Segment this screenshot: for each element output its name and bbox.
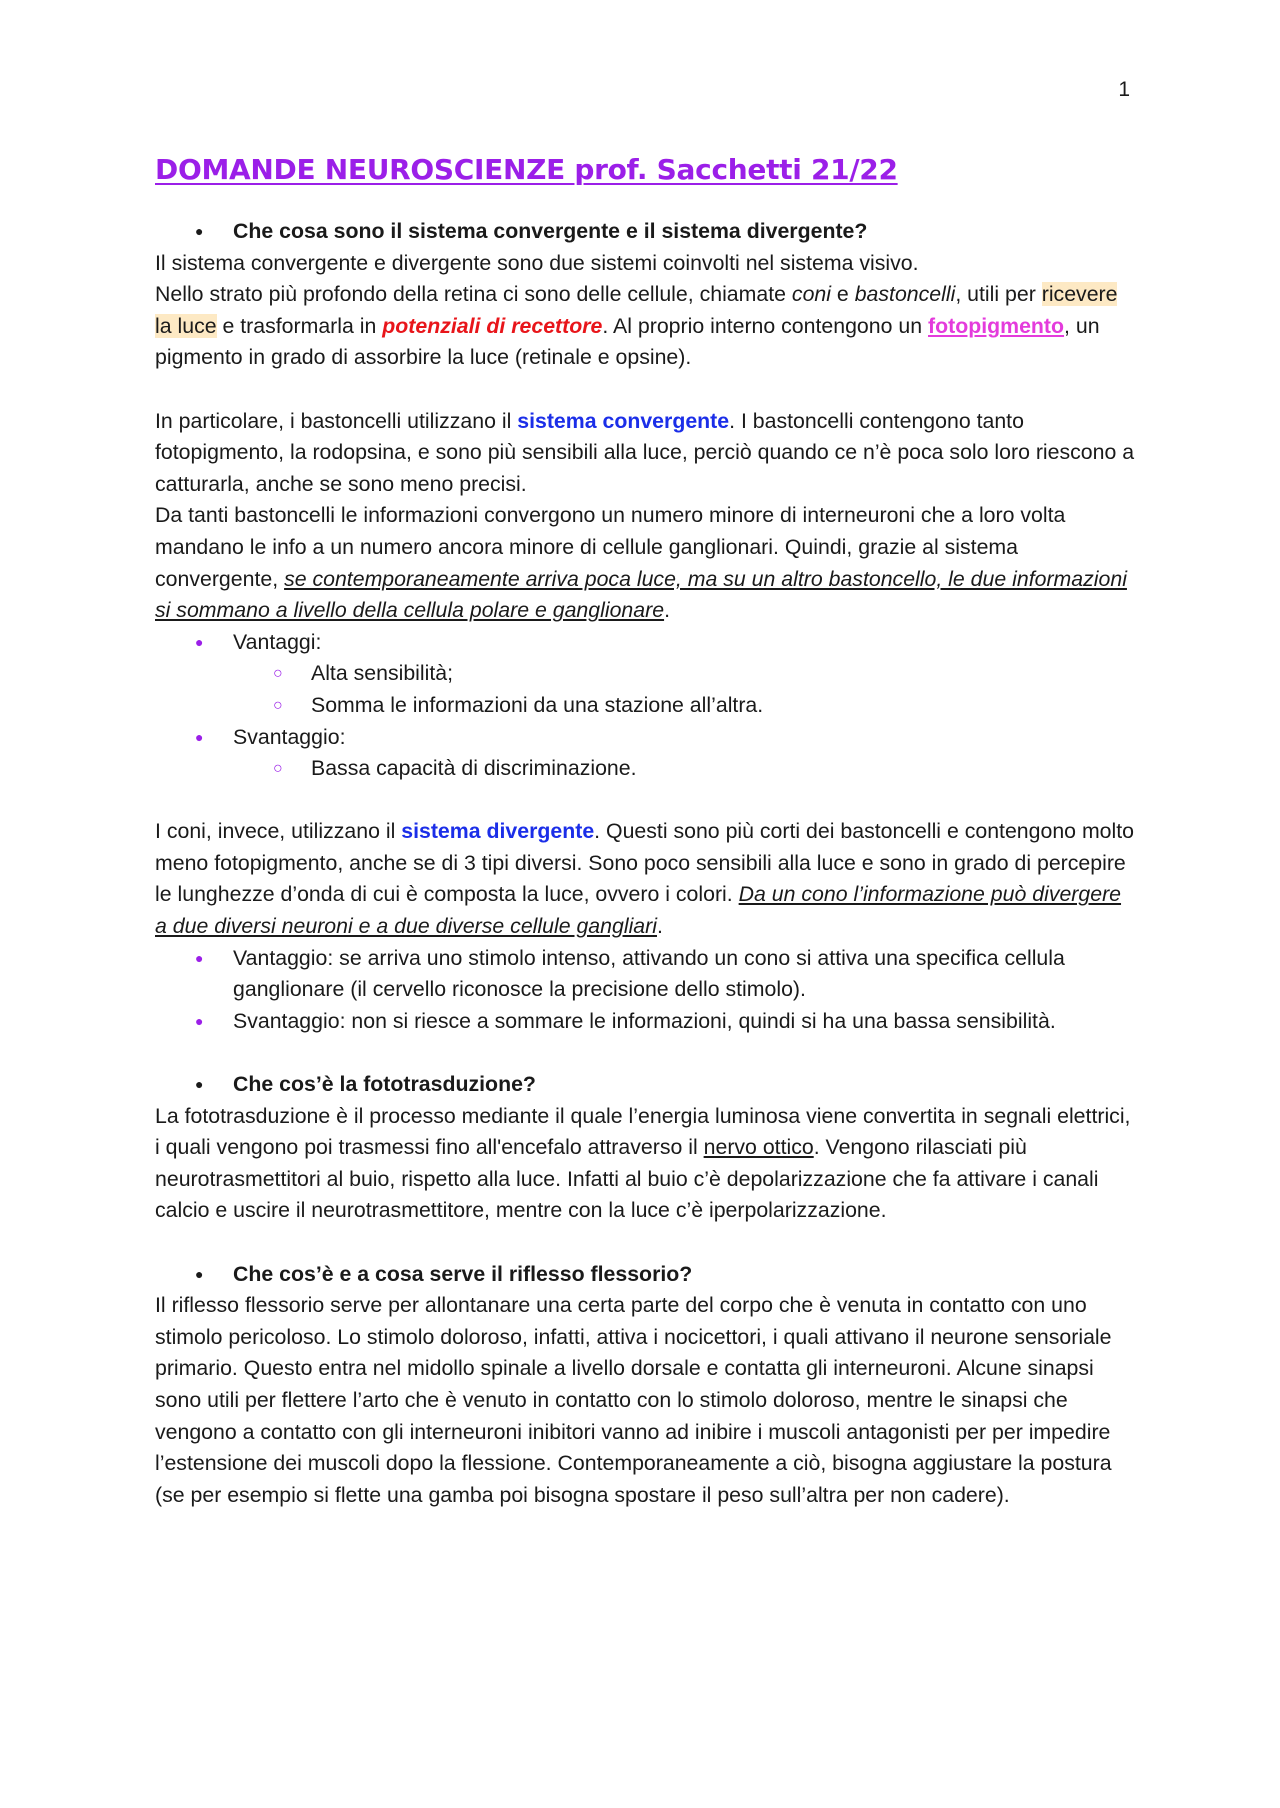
convergent-paragraph: In particolare, i bastoncelli utilizzano il sistema convergente. I bastoncelli contengono tanto fotopigmento, la rodopsina, e sono più sensibili alla luce, perciò quando ce n’è poca solo loro riescono a catturarla, anche se sono meno precisi. [155, 408, 1135, 496]
list-item: ○ Alta sensibilità; [155, 658, 1135, 690]
question-1: ● Che cosa sono il sistema convergente e il sistema divergente? [155, 216, 1135, 248]
q3-answer: Il riflesso flessorio serve per allontanare una certa parte del corpo che è venuta in contatto con uno stimolo pericoloso. Lo stimolo doloroso, infatti, attiva i nocicettori, i quali attivano il neurone sensoriale primario. Questo entra nel midollo spinale a livello dorsale e contatta gli interneuroni. Alcune sinapsi sono utili per flettere l’arto che è venuto in contatto con lo stimolo doloroso, mentre le sinapsi che vengono a contatto con gli interneuroni inibitori vanno ad inibire i muscoli antagonisti per per impedire l’estensione dei muscoli dopo la flessione. Contemporaneamente a ciò, bisogna aggiustare la postura (se per esempio si flette una gamba poi bisogna spostare il peso sull’altra per non cadere). [155, 1293, 1112, 1507]
document-body [155, 150, 1135, 1511]
question-2: ● Che cos’è la fototrasduzione? [155, 1069, 1135, 1101]
q1-intro: Il sistema convergente e divergente sono due sistemi coinvolti nel sistema visivo. [155, 250, 919, 275]
list-item: ○ Somma le informazioni da una stazione all’altra. [155, 690, 1135, 722]
page-number: 1 [1118, 78, 1130, 101]
highlight-ricevere-luce: ricevere la luce [155, 282, 1118, 338]
list-item: ● Vantaggio: se arriva uno stimolo intenso, attivando un cono si attiva una specifica cellula ganglionare (il cervello riconosce la precisione dello stimolo). [155, 943, 1135, 1006]
term-sistema-divergente: sistema divergente [401, 819, 595, 844]
list-item: ● Svantaggio: non si riesce a sommare le informazioni, quindi si ha una bassa sensibilità. [155, 1006, 1135, 1038]
document-title: DOMANDE NEUROSCIENZE prof. Sacchetti 21/22 [155, 153, 898, 186]
list-item: ● Svantaggio: ○ Bassa capacità di discriminazione. [155, 722, 1135, 785]
q1-retina-paragraph: Nello strato più profondo della retina ci sono delle cellule, chiamate coni e bastoncelli, utili per ricevere la luce e trasformarla in potenziali di recettore. Al proprio interno contengono un fotopigmento, un pigmento in grado di assorbire la luce (retinale e opsine). [155, 282, 1118, 370]
question-3: ● Che cos’è e a cosa serve il riflesso flessorio? [155, 1259, 1135, 1291]
term-potenziali-recettore: potenziali di recettore [382, 313, 603, 338]
divergent-list [155, 943, 1135, 1038]
list-item: ○ Bassa capacità di discriminazione. [155, 753, 1135, 785]
q2-answer: La fototrasduzione è il processo mediante il quale l’energia luminosa viene convertita in segnali elettrici, i quali vengono poi trasmessi fino all'encefalo attraverso il nervo ottico. Vengono rilasciati più neurotrasmettitori al buio, rispetto alla luce. Infatti al buio c’è depolarizzazione che fa attivare i canali calcio e uscire il neurotrasmettitore, mentre con la luce c’è iperpolarizzazione. [155, 1103, 1131, 1223]
divergent-paragraph: I coni, invece, utilizzano il sistema divergente. Questi sono più corti dei bastoncelli e contengono molto meno fotopigmento, anche se di 3 tipi diversi. Sono poco sensibili alla luce e sono in grado di percepire le lunghezze d’onda di cui è composta la luce, ovvero i colori. Da un cono l’informazione può divergere a due diversi neuroni e a due diverse cellule gangliari. [155, 819, 1135, 939]
term-sistema-convergente: sistema convergente [517, 408, 730, 433]
term-fotopigmento: fotopigmento [928, 313, 1065, 338]
list-item: ● Vantaggi: ○ Alta sensibilità; ○ Somma le informazioni da una stazione all’altra. [155, 627, 1135, 722]
convergent-list [155, 627, 1135, 785]
convergent-paragraph-2: Da tanti bastoncelli le informazioni convergono un numero minore di interneuroni che a loro volta mandano le info a un numero ancora minore di cellule ganglionari. Quindi, grazie al sistema convergente, se contemporaneamente arriva poca luce, ma su un altro bastoncello, le due informazioni si sommano a livello della cellula polare e ganglionare. [155, 503, 1127, 623]
